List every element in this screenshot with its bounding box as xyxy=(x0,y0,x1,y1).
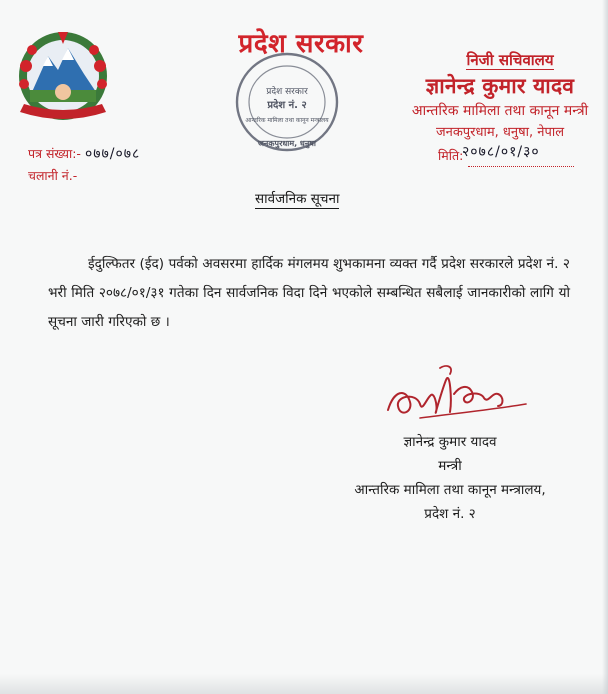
date-value: २०७८/०१/३० xyxy=(462,144,540,160)
signatory-block xyxy=(330,430,570,526)
dispatch-number-label: चलानी नं.- xyxy=(28,168,78,183)
date-label: मिति: xyxy=(438,148,464,163)
letter-reference xyxy=(28,143,140,186)
office-label: निजी सचिवालय xyxy=(466,51,554,69)
signatory-province: प्रदेश नं. २ xyxy=(424,506,476,522)
stamp-line-1: प्रदेश सरकार xyxy=(266,87,308,97)
notice-body xyxy=(48,250,570,337)
government-heading: प्रदेश सरकार xyxy=(238,29,364,59)
letter-number-value: ०७७/०७८ xyxy=(84,146,141,162)
letter-number-label: पत्र संख्या:- xyxy=(28,146,81,161)
office-location: जनकपुरधाम, धनुषा, नेपाल xyxy=(435,125,565,140)
date-dotted-line xyxy=(468,166,574,167)
minister-name-heading: ज्ञानेन्द्र कुमार यादव xyxy=(425,74,575,98)
minister-letterhead xyxy=(400,50,600,140)
signature-icon xyxy=(380,360,530,426)
stamp-line-3: प्रदेश नं. २ xyxy=(267,100,307,111)
nepal-emblem-icon xyxy=(10,26,116,126)
notice-paragraph: ईदुल्फितर (ईद) पर्वको अवसरमा हार्दिक मंगलमय शुभकामना व्यक्त गर्दै प्रदेश सरकारले प्रदेश नं. २ भरी मिति २०७८/०१/३१ गतेका दिन सार्वजनिक विदा दिने भएकोले सम्बन्धित सबैलाई जानकारीको लागि यो सूचना जारी गरिएको छ । xyxy=(48,256,570,330)
page-bottom-shadow xyxy=(0,674,608,694)
signatory-post: मन्त्री xyxy=(438,458,462,474)
minister-title: आन्तरिक मामिला तथा कानून मन्त्री xyxy=(411,103,589,119)
stamp-line-2: आन्तरिक मामिला तथा कानून मन्त्रालय xyxy=(245,117,329,124)
office-stamp xyxy=(232,50,342,154)
notice-title: सार्वजनिक सूचना xyxy=(255,191,340,207)
signatory-name: ज्ञानेन्द्र कुमार यादव xyxy=(403,434,497,450)
stamp-line-4: जनकपुरधाम, धनुषा xyxy=(258,139,316,148)
page-edge-shadow xyxy=(602,0,608,694)
signatory-ministry: आन्तरिक मामिला तथा कानून मन्त्रालय, xyxy=(354,482,546,498)
